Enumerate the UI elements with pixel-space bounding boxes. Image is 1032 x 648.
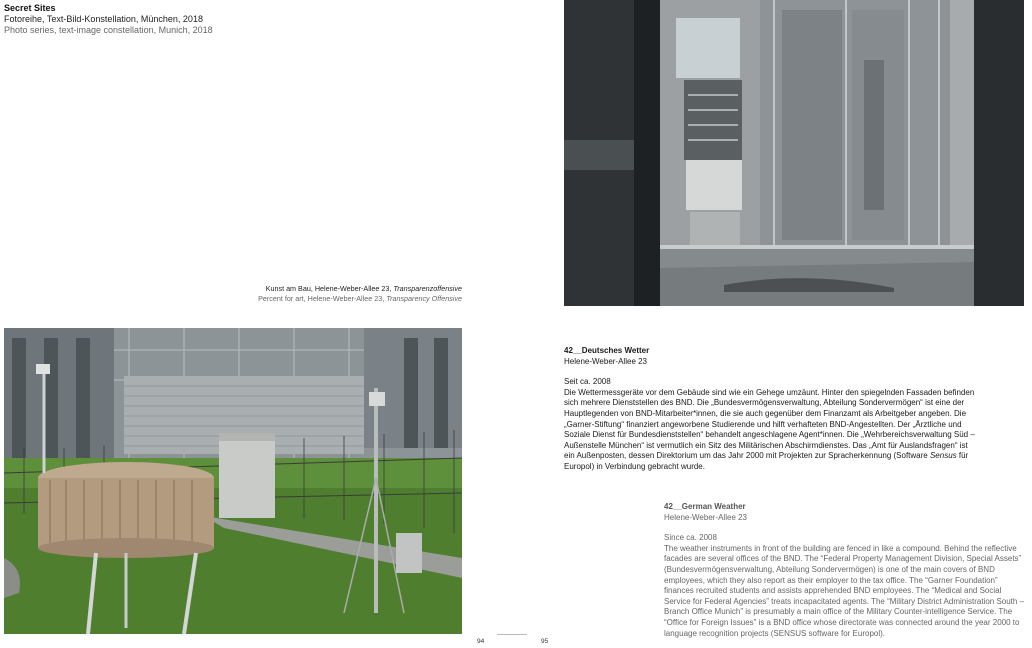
entry-address-en: Helene-Weber-Allee 23 [664, 512, 748, 522]
caption-de: Kunst am Bau, Helene-Weber-Allee 23, Transparenzoffensive [265, 284, 462, 293]
facade-entrance-photo [564, 0, 1024, 306]
entry-body-de: Die Wettermessgeräte vor dem Gebäude sind wie ein Gehege umzäunt. Hinter den spiegelnden Fassaden befinden sich mehrere Dienststellen des BND. Die „Bundesvermögensverwaltung, Abteilung Sondervermögen“ ist eine der Hauptlegenden von BND-Mitarbeiter*innen, die sie auch gegenüber dem Finanzamt als Arbeitgeber angeben. Die „Garner-Stiftung“ finanziert angeworbene Studierende und hilft verhafteten BND-Angestellten. Der „Ärztliche und Soziale Dienst für Bundesdienststellen“ behandelt angeschlagene Agent*innen. Die „Wehrbereichsverwaltung Süd – Außenstelle München“ ist vermutlich ein Sitz des Militärischen Abschirmdienstes. Das „Amt für Auslandsfragen“ ist ein Außenposten, dessen Direktorium um das Jahr 2000 mit Projekten zur Spracherkennung (Software Sensus für Europol) in Verbindung gebracht wurde. [564, 387, 975, 471]
entry-heading-de: 42__Deutsches Wetter [564, 346, 650, 355]
entry-body-en: The weather instruments in front of the building are fenced in like a compound. Behind the reflective facades are several offices of the BND. The “Federal Property Management Division, Special Assets” (Bundesvermögensverwaltung, Abteilung Sondervermögen) is one of the main covers of BND employees, which they also report as their employer to the tax office. The “Garner Foundation” finances recruited students and assists apprehended BND employees. The “Medical and Social Service for Federal Agencies” treats incapacitated agents. The “Military District Administration South – Branch Office Munich” is presumably a main office of the Military Counter-intelligence Service. The “Office for Foreign Issues” is a BND office whose directorate was connected around the year 2000 to language recognition projects (SENSUS software for Europol). [664, 543, 1025, 638]
page-number-left: 94 [477, 638, 485, 645]
text-block-german [564, 346, 976, 473]
series-subtitle-en: Photo series, text-image constellation, Munich, 2018 [4, 25, 213, 35]
caption-en: Percent for art, Helene-Weber-Allee 23, Transparency Offensive [258, 294, 462, 303]
text-block-english [664, 502, 1026, 639]
weather-station-photo [4, 328, 462, 634]
entry-heading-en: 42__German Weather [664, 502, 746, 511]
series-header [4, 3, 213, 36]
entry-since-de: Seit ca. 2008 [564, 377, 611, 387]
right-page [516, 0, 1032, 648]
entry-address-de: Helene-Weber-Allee 23 [564, 356, 648, 366]
series-subtitle-de: Fotoreihe, Text-Bild-Konstellation, München, 2018 [4, 14, 203, 24]
series-title: Secret Sites [4, 3, 56, 13]
photo-caption [258, 284, 462, 304]
entry-since-en: Since ca. 2008 [664, 533, 717, 543]
page-number-right: 95 [541, 638, 549, 645]
